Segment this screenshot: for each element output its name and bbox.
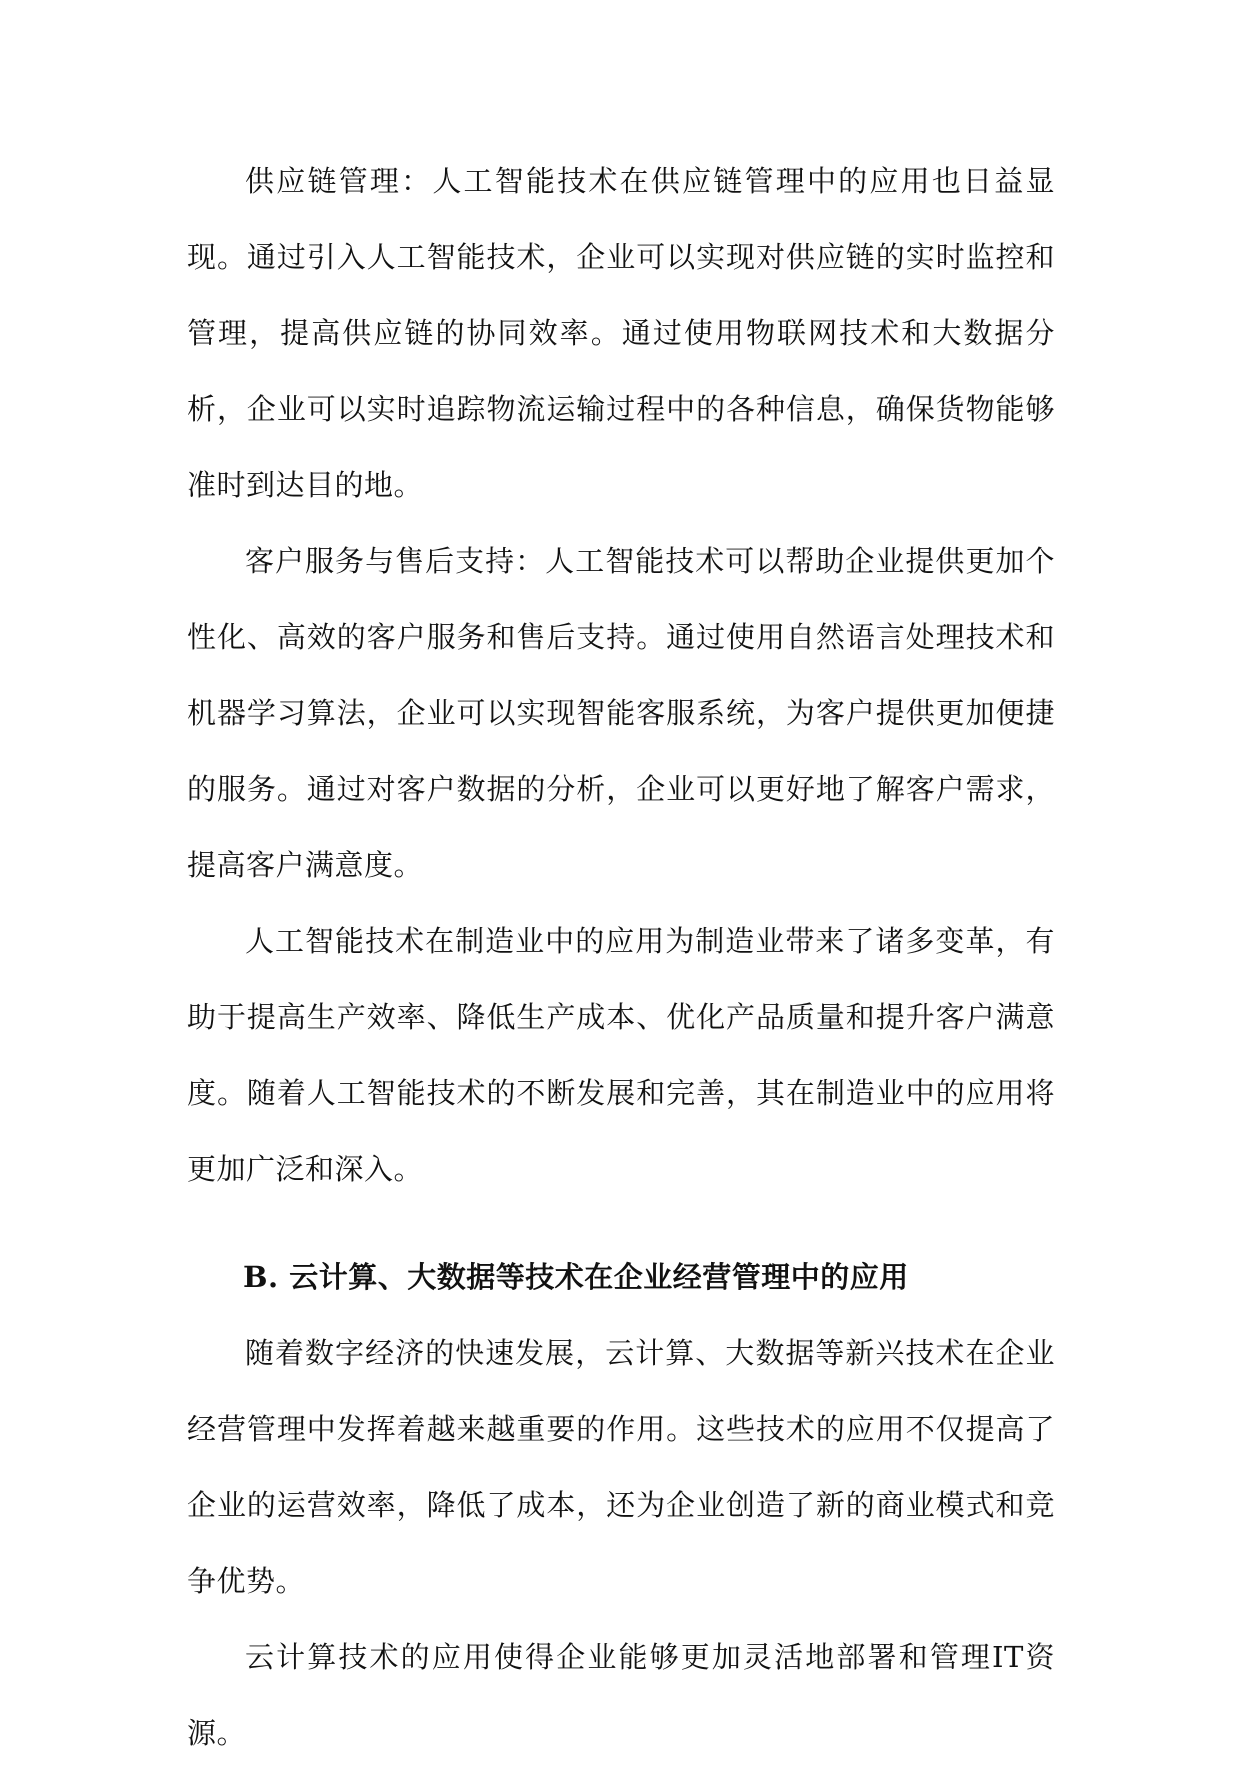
paragraph-digital-economy: 随着数字经济的快速发展，云计算、大数据等新兴技术在企业经营管理中发挥着越来越重要的作用。这些技术的应用不仅提高了企业的运营效率，降低了成本，还为企业创造了新的商业模式和竞争优势。 — [187, 1336, 1055, 1598]
paragraph-cloud-computing: 云计算技术的应用使得企业能够更加灵活地部署和管理IT资源。 — [187, 1640, 1055, 1750]
section-heading-b: B. 云计算、大数据等技术在企业经营管理中的应用 — [243, 1260, 909, 1294]
paragraph-customer-service: 客户服务与售后支持：人工智能技术可以帮助企业提供更加个性化、高效的客户服务和售后支持。通过使用自然语言处理技术和机器学习算法，企业可以实现智能客服系统，为客户提供更加便捷的服务。通过对客户数据的分析，企业可以更好地了解客户需求，提高客户满意度。 — [187, 544, 1055, 882]
paragraph-supply-chain: 供应链管理：人工智能技术在供应链管理中的应用也日益显现。通过引入人工智能技术，企业可以实现对供应链的实时监控和管理，提高供应链的协同效率。通过使用物联网技术和大数据分析，企业可以实时追踪物流运输过程中的各种信息，确保货物能够准时到达目的地。 — [187, 164, 1055, 502]
document-body — [187, 143, 1055, 1771]
paragraph-ai-manufacturing-summary: 人工智能技术在制造业中的应用为制造业带来了诸多变革，有助于提高生产效率、降低生产成本、优化产品质量和提升客户满意度。随着人工智能技术的不断发展和完善，其在制造业中的应用将更加广泛和深入。 — [187, 924, 1055, 1186]
